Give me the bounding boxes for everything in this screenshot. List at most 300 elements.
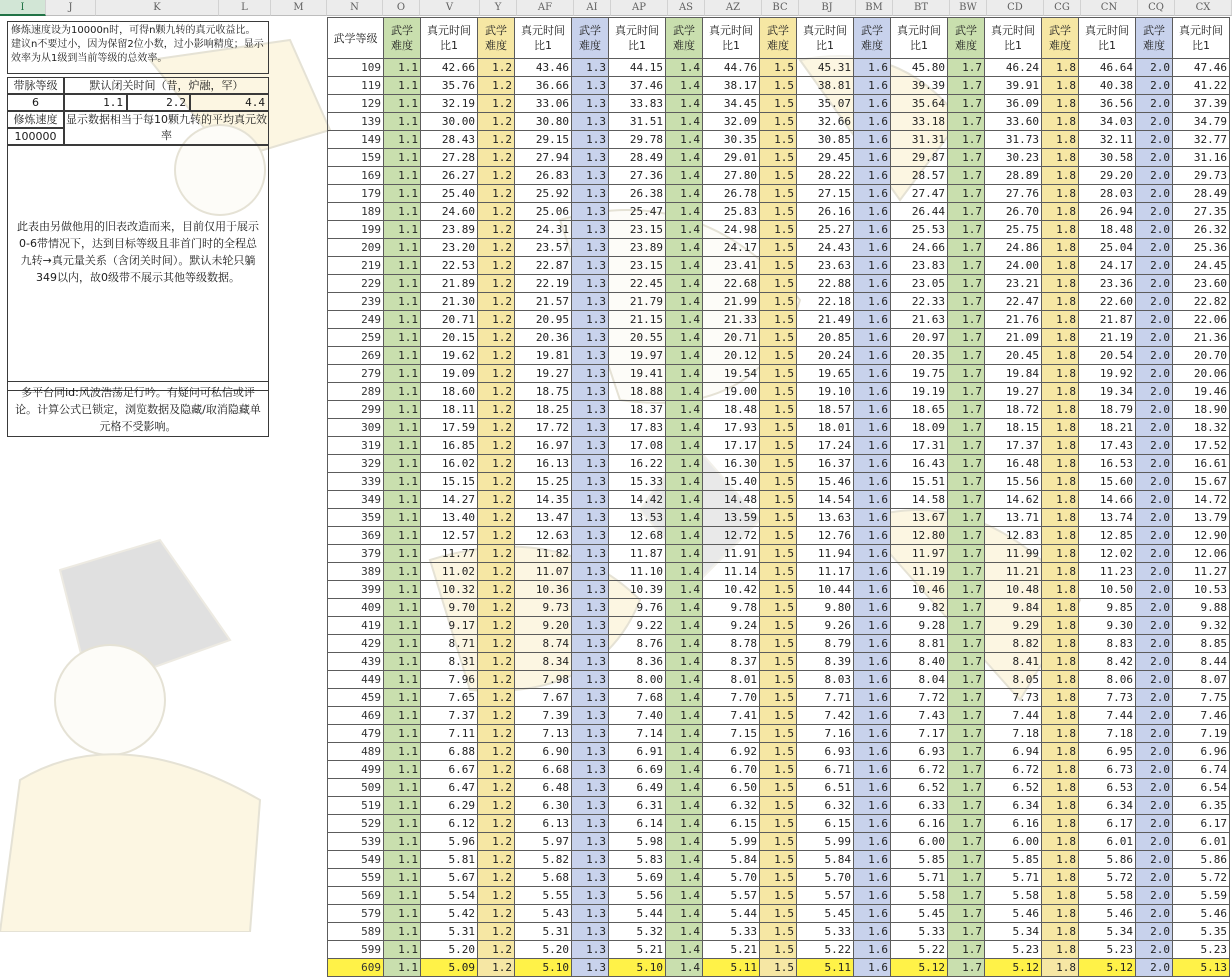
ratio-cell[interactable]: 18.11 — [421, 401, 478, 419]
difficulty-cell[interactable]: 1.1 — [384, 815, 421, 833]
difficulty-cell[interactable]: 1.5 — [760, 347, 797, 365]
difficulty-cell[interactable]: 1.5 — [760, 851, 797, 869]
level-cell[interactable]: 589 — [328, 923, 384, 941]
ratio-cell[interactable]: 5.69 — [609, 869, 666, 887]
ratio-cell[interactable]: 5.86 — [1173, 851, 1230, 869]
difficulty-cell[interactable]: 1.3 — [572, 95, 609, 113]
difficulty-cell[interactable]: 1.8 — [1042, 725, 1079, 743]
ratio-cell[interactable]: 12.85 — [1079, 527, 1136, 545]
ratio-cell[interactable]: 8.01 — [703, 671, 760, 689]
level-cell[interactable]: 339 — [328, 473, 384, 491]
ratio-cell[interactable]: 7.42 — [797, 707, 854, 725]
ratio-cell[interactable]: 6.90 — [515, 743, 572, 761]
difficulty-cell[interactable]: 1.7 — [948, 635, 985, 653]
ratio-cell[interactable]: 11.23 — [1079, 563, 1136, 581]
difficulty-cell[interactable]: 1.2 — [478, 527, 515, 545]
ratio-cell[interactable]: 43.46 — [515, 59, 572, 77]
difficulty-cell[interactable]: 1.7 — [948, 671, 985, 689]
difficulty-cell[interactable]: 1.6 — [854, 941, 891, 959]
ratio-cell[interactable]: 9.76 — [609, 599, 666, 617]
ratio-cell[interactable]: 22.33 — [891, 293, 948, 311]
difficulty-cell[interactable]: 1.7 — [948, 833, 985, 851]
ratio-cell[interactable]: 19.10 — [797, 383, 854, 401]
ratio-cell[interactable]: 23.57 — [515, 239, 572, 257]
difficulty-cell[interactable]: 1.3 — [572, 437, 609, 455]
difficulty-cell[interactable]: 1.2 — [478, 383, 515, 401]
ratio-cell[interactable]: 11.14 — [703, 563, 760, 581]
ratio-cell[interactable]: 10.44 — [797, 581, 854, 599]
difficulty-cell[interactable]: 1.1 — [384, 581, 421, 599]
ratio-cell[interactable]: 25.27 — [797, 221, 854, 239]
ratio-cell[interactable]: 5.98 — [609, 833, 666, 851]
difficulty-cell[interactable]: 1.7 — [948, 761, 985, 779]
difficulty-cell[interactable]: 1.8 — [1042, 617, 1079, 635]
ratio-cell[interactable]: 5.33 — [891, 923, 948, 941]
ratio-cell[interactable]: 17.37 — [985, 437, 1042, 455]
difficulty-cell[interactable]: 1.5 — [760, 635, 797, 653]
level-cell[interactable]: 549 — [328, 851, 384, 869]
difficulty-cell[interactable]: 1.5 — [760, 797, 797, 815]
level-cell[interactable]: 569 — [328, 887, 384, 905]
difficulty-cell[interactable]: 1.4 — [666, 815, 703, 833]
ratio-cell[interactable]: 18.57 — [797, 401, 854, 419]
ratio-cell[interactable]: 13.63 — [797, 509, 854, 527]
ratio-cell[interactable]: 9.29 — [985, 617, 1042, 635]
ratio-cell[interactable]: 6.49 — [609, 779, 666, 797]
ratio-cell[interactable]: 6.94 — [985, 743, 1042, 761]
ratio-cell[interactable]: 5.12 — [985, 959, 1042, 977]
ratio-cell[interactable]: 8.37 — [703, 653, 760, 671]
ratio-cell[interactable]: 7.18 — [1079, 725, 1136, 743]
level-cell[interactable]: 429 — [328, 635, 384, 653]
difficulty-cell[interactable]: 1.3 — [572, 329, 609, 347]
difficulty-cell[interactable]: 1.2 — [478, 77, 515, 95]
difficulty-cell[interactable]: 1.4 — [666, 545, 703, 563]
difficulty-cell[interactable]: 1.3 — [572, 491, 609, 509]
ratio-cell[interactable]: 15.25 — [515, 473, 572, 491]
ratio-cell[interactable]: 27.76 — [985, 185, 1042, 203]
ratio-cell[interactable]: 29.73 — [1173, 167, 1230, 185]
difficulty-cell[interactable]: 1.2 — [478, 419, 515, 437]
difficulty-cell[interactable]: 1.5 — [760, 905, 797, 923]
ratio-cell[interactable]: 5.11 — [797, 959, 854, 977]
difficulty-cell[interactable]: 1.3 — [572, 599, 609, 617]
ratio-cell[interactable]: 19.09 — [421, 365, 478, 383]
difficulty-cell[interactable]: 1.3 — [572, 689, 609, 707]
ratio-cell[interactable]: 11.97 — [891, 545, 948, 563]
difficulty-cell[interactable]: 1.5 — [760, 95, 797, 113]
difficulty-cell[interactable]: 1.4 — [666, 149, 703, 167]
difficulty-cell[interactable]: 1.5 — [760, 923, 797, 941]
difficulty-cell[interactable]: 1.2 — [478, 905, 515, 923]
ratio-cell[interactable]: 7.40 — [609, 707, 666, 725]
difficulty-cell[interactable]: 1.1 — [384, 491, 421, 509]
difficulty-cell[interactable]: 1.2 — [478, 347, 515, 365]
difficulty-cell[interactable]: 1.7 — [948, 203, 985, 221]
difficulty-cell[interactable]: 1.5 — [760, 653, 797, 671]
ratio-cell[interactable]: 5.23 — [1173, 941, 1230, 959]
difficulty-cell[interactable]: 1.1 — [384, 131, 421, 149]
difficulty-cell[interactable]: 1.8 — [1042, 545, 1079, 563]
difficulty-cell[interactable]: 2.0 — [1136, 527, 1173, 545]
difficulty-cell[interactable]: 1.7 — [948, 437, 985, 455]
column-letter-cx[interactable]: CX — [1175, 0, 1232, 16]
ratio-cell[interactable]: 9.30 — [1079, 617, 1136, 635]
ratio-cell[interactable]: 14.66 — [1079, 491, 1136, 509]
ratio-cell[interactable]: 28.49 — [1173, 185, 1230, 203]
ratio-cell[interactable]: 29.78 — [609, 131, 666, 149]
difficulty-cell[interactable]: 1.2 — [478, 833, 515, 851]
ratio-cell[interactable]: 7.72 — [891, 689, 948, 707]
difficulty-cell[interactable]: 1.1 — [384, 689, 421, 707]
ratio-cell[interactable]: 26.16 — [797, 203, 854, 221]
ratio-cell[interactable]: 6.50 — [703, 779, 760, 797]
ratio-cell[interactable]: 19.97 — [609, 347, 666, 365]
ratio-cell[interactable]: 11.17 — [797, 563, 854, 581]
difficulty-cell[interactable]: 1.8 — [1042, 401, 1079, 419]
difficulty-cell[interactable]: 1.5 — [760, 455, 797, 473]
difficulty-cell[interactable]: 1.8 — [1042, 635, 1079, 653]
ratio-cell[interactable]: 24.17 — [703, 239, 760, 257]
ratio-cell[interactable]: 24.60 — [421, 203, 478, 221]
difficulty-cell[interactable]: 1.2 — [478, 545, 515, 563]
difficulty-cell[interactable]: 1.8 — [1042, 95, 1079, 113]
ratio-cell[interactable]: 10.50 — [1079, 581, 1136, 599]
difficulty-cell[interactable]: 2.0 — [1136, 239, 1173, 257]
ratio-cell[interactable]: 23.05 — [891, 275, 948, 293]
ratio-cell[interactable]: 20.55 — [609, 329, 666, 347]
ratio-cell[interactable]: 20.24 — [797, 347, 854, 365]
ratio-cell[interactable]: 28.22 — [797, 167, 854, 185]
column-letter-cd[interactable]: CD — [987, 0, 1044, 16]
ratio-cell[interactable]: 8.42 — [1079, 653, 1136, 671]
ratio-cell[interactable]: 5.58 — [985, 887, 1042, 905]
difficulty-cell[interactable]: 1.4 — [666, 707, 703, 725]
difficulty-cell[interactable]: 1.8 — [1042, 653, 1079, 671]
difficulty-cell[interactable]: 1.1 — [384, 347, 421, 365]
difficulty-cell[interactable]: 1.8 — [1042, 851, 1079, 869]
difficulty-cell[interactable]: 2.0 — [1136, 869, 1173, 887]
ratio-cell[interactable]: 6.51 — [797, 779, 854, 797]
difficulty-cell[interactable]: 1.8 — [1042, 959, 1079, 977]
difficulty-cell[interactable]: 2.0 — [1136, 437, 1173, 455]
difficulty-cell[interactable]: 1.3 — [572, 743, 609, 761]
ratio-cell[interactable]: 23.20 — [421, 239, 478, 257]
difficulty-cell[interactable]: 1.1 — [384, 257, 421, 275]
ratio-cell[interactable]: 6.70 — [703, 761, 760, 779]
difficulty-cell[interactable]: 2.0 — [1136, 149, 1173, 167]
difficulty-cell[interactable]: 1.7 — [948, 797, 985, 815]
column-letter-i[interactable]: I — [0, 0, 46, 16]
difficulty-cell[interactable]: 1.5 — [760, 401, 797, 419]
difficulty-cell[interactable]: 1.3 — [572, 779, 609, 797]
vein-level-value[interactable]: 6 — [7, 94, 64, 111]
difficulty-cell[interactable]: 1.4 — [666, 743, 703, 761]
difficulty-cell[interactable]: 1.7 — [948, 383, 985, 401]
difficulty-cell[interactable]: 1.3 — [572, 509, 609, 527]
ratio-cell[interactable]: 15.51 — [891, 473, 948, 491]
difficulty-cell[interactable]: 1.5 — [760, 599, 797, 617]
difficulty-cell[interactable]: 2.0 — [1136, 257, 1173, 275]
ratio-cell[interactable]: 33.60 — [985, 113, 1042, 131]
difficulty-cell[interactable]: 1.5 — [760, 941, 797, 959]
difficulty-cell[interactable]: 1.7 — [948, 419, 985, 437]
difficulty-cell[interactable]: 2.0 — [1136, 617, 1173, 635]
difficulty-cell[interactable]: 1.7 — [948, 329, 985, 347]
ratio-cell[interactable]: 5.84 — [703, 851, 760, 869]
difficulty-cell[interactable]: 1.2 — [478, 635, 515, 653]
difficulty-cell[interactable]: 1.3 — [572, 887, 609, 905]
ratio-cell[interactable]: 20.35 — [891, 347, 948, 365]
ratio-cell[interactable]: 27.35 — [1173, 203, 1230, 221]
ratio-cell[interactable]: 13.47 — [515, 509, 572, 527]
ratio-cell[interactable]: 7.14 — [609, 725, 666, 743]
ratio-cell[interactable]: 28.03 — [1079, 185, 1136, 203]
difficulty-cell[interactable]: 2.0 — [1136, 419, 1173, 437]
difficulty-cell[interactable]: 1.6 — [854, 923, 891, 941]
ratio-cell[interactable]: 5.58 — [891, 887, 948, 905]
difficulty-cell[interactable]: 1.1 — [384, 797, 421, 815]
column-letter-ai[interactable]: AI — [574, 0, 611, 16]
difficulty-cell[interactable]: 1.6 — [854, 275, 891, 293]
difficulty-cell[interactable]: 1.6 — [854, 635, 891, 653]
difficulty-cell[interactable]: 1.8 — [1042, 347, 1079, 365]
difficulty-cell[interactable]: 1.1 — [384, 95, 421, 113]
level-cell[interactable]: 399 — [328, 581, 384, 599]
level-cell[interactable]: 519 — [328, 797, 384, 815]
ratio-cell[interactable]: 21.49 — [797, 311, 854, 329]
difficulty-cell[interactable]: 1.5 — [760, 869, 797, 887]
level-cell[interactable]: 609 — [328, 959, 384, 977]
difficulty-cell[interactable]: 2.0 — [1136, 95, 1173, 113]
difficulty-cell[interactable]: 1.5 — [760, 203, 797, 221]
ratio-cell[interactable]: 6.48 — [515, 779, 572, 797]
ratio-cell[interactable]: 16.13 — [515, 455, 572, 473]
ratio-cell[interactable]: 17.52 — [1173, 437, 1230, 455]
difficulty-cell[interactable]: 1.6 — [854, 797, 891, 815]
difficulty-cell[interactable]: 1.8 — [1042, 185, 1079, 203]
ratio-cell[interactable]: 12.72 — [703, 527, 760, 545]
ratio-cell[interactable]: 6.00 — [985, 833, 1042, 851]
level-cell[interactable]: 299 — [328, 401, 384, 419]
ratio-cell[interactable]: 14.42 — [609, 491, 666, 509]
level-cell[interactable]: 319 — [328, 437, 384, 455]
ratio-cell[interactable]: 19.75 — [891, 365, 948, 383]
difficulty-cell[interactable]: 2.0 — [1136, 131, 1173, 149]
difficulty-cell[interactable]: 1.5 — [760, 689, 797, 707]
difficulty-cell[interactable]: 1.7 — [948, 887, 985, 905]
column-letter-as[interactable]: AS — [668, 0, 705, 16]
difficulty-cell[interactable]: 1.7 — [948, 707, 985, 725]
table-description[interactable]: 此表由另做他用的旧表改造而来，目前仅用于展示0-6带情况下，达到目标等级且非首门时的全程总九转→真元量关系（含闭关时间）。默认未轮只躺349以内，故0级带不展示其他等级数据。 — [7, 145, 269, 391]
ratio-cell[interactable]: 5.46 — [1079, 905, 1136, 923]
ratio-cell[interactable]: 45.31 — [797, 59, 854, 77]
difficulty-cell[interactable]: 1.6 — [854, 869, 891, 887]
ratio-cell[interactable]: 23.15 — [609, 257, 666, 275]
ratio-cell[interactable]: 20.54 — [1079, 347, 1136, 365]
ratio-header-5[interactable]: 真元时间比1 — [797, 18, 854, 59]
level-cell[interactable]: 469 — [328, 707, 384, 725]
ratio-cell[interactable]: 6.17 — [1079, 815, 1136, 833]
difficulty-cell[interactable]: 1.1 — [384, 113, 421, 131]
difficulty-cell[interactable]: 1.2 — [478, 923, 515, 941]
ratio-cell[interactable]: 5.12 — [891, 959, 948, 977]
difficulty-cell[interactable]: 1.4 — [666, 221, 703, 239]
level-cell[interactable]: 309 — [328, 419, 384, 437]
difficulty-cell[interactable]: 1.5 — [760, 545, 797, 563]
difficulty-cell[interactable]: 1.7 — [948, 509, 985, 527]
ratio-cell[interactable]: 6.14 — [609, 815, 666, 833]
ratio-cell[interactable]: 34.03 — [1079, 113, 1136, 131]
difficulty-cell[interactable]: 1.2 — [478, 671, 515, 689]
ratio-cell[interactable]: 22.45 — [609, 275, 666, 293]
ratio-cell[interactable]: 5.99 — [703, 833, 760, 851]
difficulty-cell[interactable]: 1.3 — [572, 113, 609, 131]
difficulty-cell[interactable]: 1.7 — [948, 617, 985, 635]
difficulty-cell[interactable]: 1.4 — [666, 311, 703, 329]
ratio-cell[interactable]: 22.87 — [515, 257, 572, 275]
difficulty-cell[interactable]: 1.2 — [478, 887, 515, 905]
difficulty-cell[interactable]: 1.7 — [948, 581, 985, 599]
difficulty-cell[interactable]: 1.3 — [572, 869, 609, 887]
ratio-cell[interactable]: 20.71 — [421, 311, 478, 329]
ratio-cell[interactable]: 18.09 — [891, 419, 948, 437]
ratio-cell[interactable]: 16.61 — [1173, 455, 1230, 473]
ratio-cell[interactable]: 20.15 — [421, 329, 478, 347]
ratio-cell[interactable]: 5.31 — [515, 923, 572, 941]
difficulty-cell[interactable]: 1.8 — [1042, 905, 1079, 923]
difficulty-cell[interactable]: 1.2 — [478, 95, 515, 113]
difficulty-cell[interactable]: 1.8 — [1042, 761, 1079, 779]
ratio-cell[interactable]: 22.60 — [1079, 293, 1136, 311]
ratio-cell[interactable]: 27.28 — [421, 149, 478, 167]
difficulty-cell[interactable]: 1.1 — [384, 239, 421, 257]
ratio-cell[interactable]: 6.53 — [1079, 779, 1136, 797]
ratio-cell[interactable]: 6.95 — [1079, 743, 1136, 761]
difficulty-cell[interactable]: 1.1 — [384, 203, 421, 221]
ratio-cell[interactable]: 24.98 — [703, 221, 760, 239]
ratio-cell[interactable]: 6.93 — [891, 743, 948, 761]
ratio-cell[interactable]: 5.72 — [1079, 869, 1136, 887]
level-cell[interactable]: 499 — [328, 761, 384, 779]
difficulty-cell[interactable]: 1.8 — [1042, 311, 1079, 329]
difficulty-cell[interactable]: 2.0 — [1136, 383, 1173, 401]
difficulty-cell[interactable]: 1.5 — [760, 257, 797, 275]
difficulty-cell[interactable]: 1.8 — [1042, 167, 1079, 185]
difficulty-cell[interactable]: 1.5 — [760, 77, 797, 95]
column-letter-cq[interactable]: CQ — [1138, 0, 1175, 16]
difficulty-cell[interactable]: 1.7 — [948, 743, 985, 761]
difficulty-cell[interactable]: 1.4 — [666, 887, 703, 905]
difficulty-cell[interactable]: 1.5 — [760, 815, 797, 833]
ratio-cell[interactable]: 15.46 — [797, 473, 854, 491]
ratio-cell[interactable]: 21.19 — [1079, 329, 1136, 347]
ratio-cell[interactable]: 5.58 — [1079, 887, 1136, 905]
ratio-cell[interactable]: 27.15 — [797, 185, 854, 203]
difficulty-header-9[interactable]: 武学难度 — [1136, 18, 1173, 59]
ratio-cell[interactable]: 11.94 — [797, 545, 854, 563]
ratio-cell[interactable]: 27.47 — [891, 185, 948, 203]
ratio-cell[interactable]: 23.63 — [797, 257, 854, 275]
difficulty-header-6[interactable]: 武学难度 — [854, 18, 891, 59]
difficulty-cell[interactable]: 1.3 — [572, 653, 609, 671]
ratio-cell[interactable]: 18.48 — [703, 401, 760, 419]
difficulty-header-2[interactable]: 武学难度 — [478, 18, 515, 59]
ratio-cell[interactable]: 7.15 — [703, 725, 760, 743]
difficulty-cell[interactable]: 1.7 — [948, 653, 985, 671]
difficulty-cell[interactable]: 1.8 — [1042, 293, 1079, 311]
ratio-cell[interactable]: 20.12 — [703, 347, 760, 365]
ratio-cell[interactable]: 19.27 — [985, 383, 1042, 401]
ratio-cell[interactable]: 8.31 — [421, 653, 478, 671]
ratio-cell[interactable]: 21.15 — [609, 311, 666, 329]
difficulty-cell[interactable]: 1.8 — [1042, 779, 1079, 797]
ratio-cell[interactable]: 15.56 — [985, 473, 1042, 491]
ratio-cell[interactable]: 14.58 — [891, 491, 948, 509]
ratio-cell[interactable]: 24.00 — [985, 257, 1042, 275]
ratio-cell[interactable]: 10.32 — [421, 581, 478, 599]
level-cell[interactable]: 449 — [328, 671, 384, 689]
difficulty-cell[interactable]: 1.4 — [666, 167, 703, 185]
difficulty-cell[interactable]: 1.8 — [1042, 509, 1079, 527]
difficulty-cell[interactable]: 1.7 — [948, 455, 985, 473]
ratio-cell[interactable]: 5.57 — [797, 887, 854, 905]
difficulty-cell[interactable]: 1.5 — [760, 761, 797, 779]
column-letter-n[interactable]: N — [327, 0, 383, 16]
difficulty-cell[interactable]: 1.7 — [948, 59, 985, 77]
ratio-cell[interactable]: 5.72 — [1173, 869, 1230, 887]
difficulty-cell[interactable]: 1.1 — [384, 455, 421, 473]
ratio-cell[interactable]: 25.40 — [421, 185, 478, 203]
ratio-cell[interactable]: 26.83 — [515, 167, 572, 185]
ratio-cell[interactable]: 6.72 — [985, 761, 1042, 779]
ratio-cell[interactable]: 18.90 — [1173, 401, 1230, 419]
difficulty-cell[interactable]: 2.0 — [1136, 185, 1173, 203]
ratio-header-4[interactable]: 真元时间比1 — [703, 18, 760, 59]
difficulty-cell[interactable]: 1.3 — [572, 455, 609, 473]
difficulty-cell[interactable]: 1.5 — [760, 275, 797, 293]
difficulty-cell[interactable]: 1.5 — [760, 131, 797, 149]
ratio-cell[interactable]: 5.71 — [891, 869, 948, 887]
difficulty-cell[interactable]: 1.5 — [760, 491, 797, 509]
ratio-cell[interactable]: 7.19 — [1173, 725, 1230, 743]
difficulty-cell[interactable]: 1.4 — [666, 509, 703, 527]
difficulty-cell[interactable]: 2.0 — [1136, 689, 1173, 707]
ratio-cell[interactable]: 23.41 — [703, 257, 760, 275]
difficulty-cell[interactable]: 1.6 — [854, 419, 891, 437]
ratio-cell[interactable]: 9.32 — [1173, 617, 1230, 635]
difficulty-cell[interactable]: 1.2 — [478, 203, 515, 221]
ratio-cell[interactable]: 6.91 — [609, 743, 666, 761]
ratio-cell[interactable]: 38.81 — [797, 77, 854, 95]
difficulty-cell[interactable]: 1.1 — [384, 923, 421, 941]
difficulty-cell[interactable]: 1.4 — [666, 959, 703, 977]
difficulty-cell[interactable]: 1.3 — [572, 527, 609, 545]
ratio-cell[interactable]: 17.17 — [703, 437, 760, 455]
ratio-cell[interactable]: 29.45 — [797, 149, 854, 167]
closed-time-header[interactable]: 默认闭关时间（昔，炉融，罕） — [64, 77, 269, 94]
ratio-cell[interactable]: 9.88 — [1173, 599, 1230, 617]
ratio-cell[interactable]: 7.68 — [609, 689, 666, 707]
level-cell[interactable]: 539 — [328, 833, 384, 851]
ratio-cell[interactable]: 29.15 — [515, 131, 572, 149]
difficulty-cell[interactable]: 1.4 — [666, 563, 703, 581]
difficulty-cell[interactable]: 2.0 — [1136, 599, 1173, 617]
difficulty-cell[interactable]: 1.7 — [948, 941, 985, 959]
ratio-cell[interactable]: 31.31 — [891, 131, 948, 149]
ratio-cell[interactable]: 9.26 — [797, 617, 854, 635]
ratio-cell[interactable]: 7.96 — [421, 671, 478, 689]
